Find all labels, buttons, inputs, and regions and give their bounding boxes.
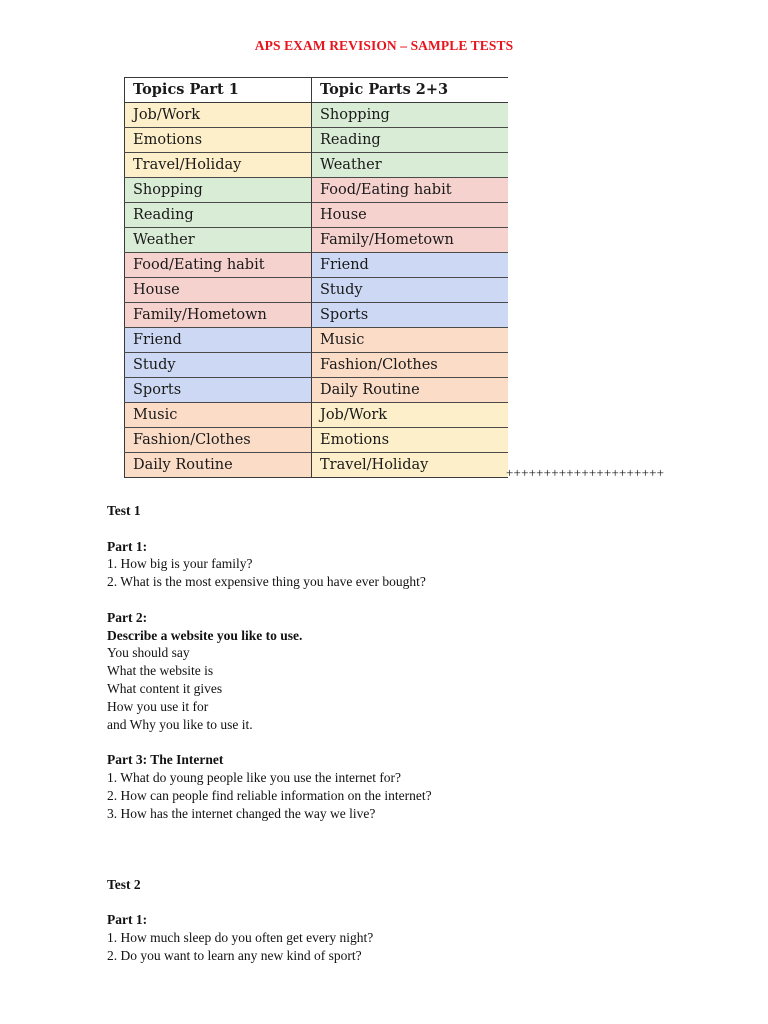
topics-table-row: [125, 128, 508, 153]
topic-parts-2-3-cell: Job/Work: [312, 403, 508, 428]
topics-table-row: [125, 178, 508, 203]
test-1-part-3-question: 2. How can people find reliable information on the internet?: [107, 787, 432, 803]
test-1-part-2-heading: Part 2:: [107, 609, 148, 625]
topic-parts-2-3-cell: Travel/Holiday: [312, 453, 508, 478]
plus-separator: +++++++++++++++++++++: [506, 465, 665, 480]
test-1-part-1-question: 1. How big is your family?: [107, 556, 253, 572]
test-2-title: Test 2: [107, 876, 141, 892]
topic-part-1-cell: Food/Eating habit: [125, 253, 312, 278]
topic-parts-2-3-cell: Sports: [312, 303, 508, 328]
topic-parts-2-3-cell: Family/Hometown: [312, 228, 508, 253]
topic-part-1-cell: Fashion/Clothes: [125, 428, 312, 453]
topic-part-1-cell: Sports: [125, 378, 312, 403]
topic-part-1-cell: Study: [125, 353, 312, 378]
topic-part-1-cell: Emotions: [125, 128, 312, 153]
topic-part-1-cell: House: [125, 278, 312, 303]
topic-part-1-cell: Friend: [125, 328, 312, 353]
test-1-part-2-line: and Why you like to use it.: [107, 716, 253, 732]
test-2-part-1-question: 2. Do you want to learn any new kind of sport?: [107, 947, 362, 963]
topics-table-row: [125, 403, 508, 428]
topics-table-row: [125, 203, 508, 228]
topics-table-header-row: [125, 78, 508, 103]
tests-content: [107, 502, 727, 965]
test-1-part-2-prompt: Describe a website you like to use.: [107, 627, 303, 643]
topics-table-body: [125, 103, 508, 478]
topic-part-1-cell: Reading: [125, 203, 312, 228]
topics-table: [124, 77, 508, 478]
topics-table-row: [125, 153, 508, 178]
test-1-part-1-question: 2. What is the most expensive thing you have ever bought?: [107, 574, 426, 590]
topic-parts-2-3-cell: Food/Eating habit: [312, 178, 508, 203]
test-1-part-3-heading: Part 3: The Internet: [107, 752, 224, 768]
document-title: APS EXAM REVISION – SAMPLE TESTS: [254, 38, 514, 53]
test-1-part-2-line: You should say: [107, 645, 190, 661]
topic-parts-2-3-cell: Shopping: [312, 103, 508, 128]
topic-part-1-cell: Weather: [125, 228, 312, 253]
test-1-part-3-question: 1. What do young people like you use the internet for?: [107, 769, 402, 785]
topic-parts-2-3-cell: House: [312, 203, 508, 228]
topic-part-1-cell: Family/Hometown: [125, 303, 312, 328]
topics-table-row: [125, 303, 508, 328]
test-1-part-2-line: What content it gives: [107, 680, 223, 696]
test-1-title: Test 1: [107, 503, 141, 518]
test-1-part-2-line: What the website is: [107, 663, 214, 679]
topic-parts-2-3-cell: Friend: [312, 253, 508, 278]
topics-table-row: [125, 228, 508, 253]
topic-part-1-cell: Music: [125, 403, 312, 428]
topics-table-row: [125, 103, 508, 128]
topics-table-row: [125, 453, 508, 478]
header-topics-part-1: Topics Part 1: [125, 78, 312, 103]
topics-table-row: [125, 278, 508, 303]
topics-table-row: [125, 253, 508, 278]
topics-table-row: [125, 428, 508, 453]
topics-table-row: [125, 353, 508, 378]
topic-part-1-cell: Job/Work: [125, 103, 312, 128]
topic-part-1-cell: Shopping: [125, 178, 312, 203]
header-topic-parts-2-3: Topic Parts 2+3: [312, 78, 508, 103]
topic-parts-2-3-cell: Reading: [312, 128, 508, 153]
test-2-part-1-heading: Part 1:: [107, 912, 148, 928]
topic-parts-2-3-cell: Weather: [312, 153, 508, 178]
test-1-part-2-line: How you use it for: [107, 698, 209, 714]
topic-parts-2-3-cell: Emotions: [312, 428, 508, 453]
topic-part-1-cell: Travel/Holiday: [125, 153, 312, 178]
topics-table-row: [125, 378, 508, 403]
topic-part-1-cell: Daily Routine: [125, 453, 312, 478]
test-1-part-3-question: 3. How has the internet changed the way we live?: [107, 805, 376, 821]
topic-parts-2-3-cell: Daily Routine: [312, 378, 508, 403]
topic-parts-2-3-cell: Music: [312, 328, 508, 353]
topic-parts-2-3-cell: Study: [312, 278, 508, 303]
topic-parts-2-3-cell: Fashion/Clothes: [312, 353, 508, 378]
test-2-part-1-question: 1. How much sleep do you often get every night?: [107, 930, 374, 946]
topics-table-row: [125, 328, 508, 353]
test-1-part-1-heading: Part 1:: [107, 538, 148, 554]
